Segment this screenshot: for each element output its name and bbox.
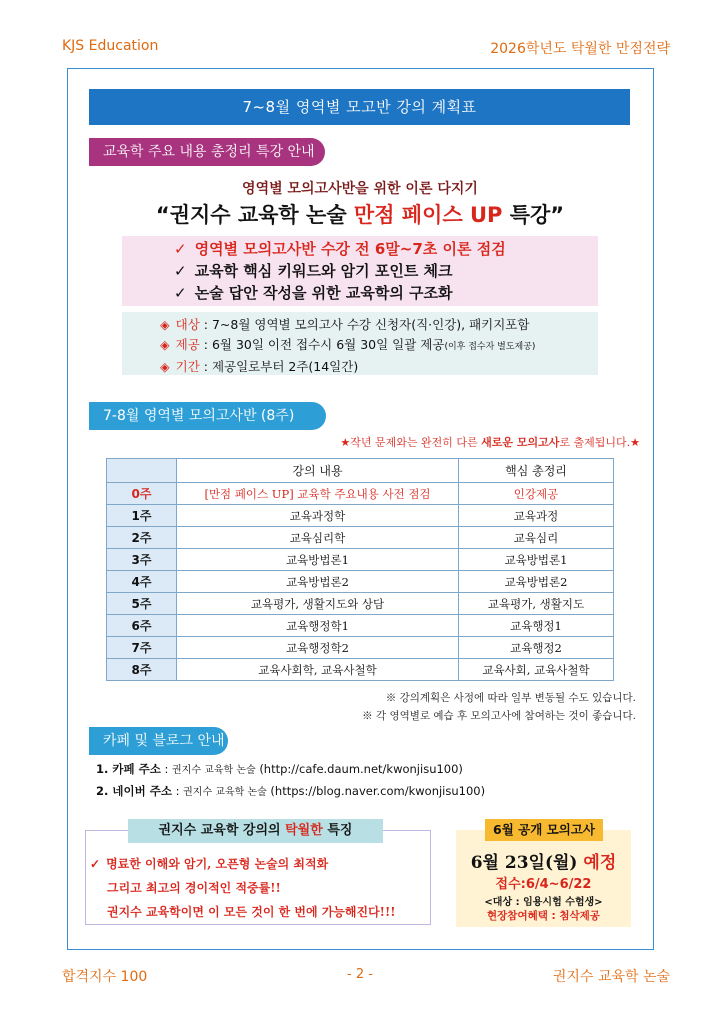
schedule-table <box>106 458 614 681</box>
checklist-item: ✓ 논술 답안 작성을 위한 교육학의 구조화 <box>174 284 453 302</box>
feature-line: 그리고 최고의 경이적인 적중률!! <box>107 881 281 895</box>
exam-period: 접수:6/4~6/22 <box>495 877 592 892</box>
schedule-note: ※ 강의계획은 사정에 따라 일부 변동될 수도 있습니다. <box>385 692 636 704</box>
page-number: - 2 - <box>347 967 373 982</box>
table-header-row <box>107 459 614 483</box>
checklist-item: ✓ 영역별 모의고사반 수강 전 6말~7초 이론 점검 <box>174 240 506 258</box>
heading-pre: “권지수 교육학 논술 <box>155 203 354 227</box>
header-tagline: 2026학년도 탁월한 만점전략 <box>490 41 670 57</box>
table-row: 3주 교육방법론1 교육방법론1 <box>107 549 614 571</box>
table-row: 1주 교육과정학 교육과정 <box>107 505 614 527</box>
blog-link[interactable]: (https://blog.naver.com/kwonjisu100) <box>270 784 486 798</box>
exam-target: <대상 : 임용시험 수험생> <box>484 897 603 908</box>
footer-right: 권지수 교육학 논술 <box>552 969 670 985</box>
feature-line: ✓ 명료한 이해와 암기, 오픈형 논술의 최적화 <box>90 857 329 871</box>
lecture-heading <box>0 199 720 229</box>
table-header: 핵심 총정리 <box>459 459 614 483</box>
heading-highlight: 만점 페이스 UP <box>353 203 503 227</box>
diamond-icon: ◈ <box>160 317 170 332</box>
cafe-blog-list <box>96 759 485 803</box>
table-row: 0주 [만점 페이스 UP] 교육학 주요내용 사전 점검 인강제공 <box>107 483 614 505</box>
table-header: 강의 내용 <box>177 459 459 483</box>
header-brand: KJS Education <box>62 38 159 54</box>
section-label-mock-exam: 7-8월 영역별 모의고사반 (8주) <box>89 402 326 430</box>
info-row-target: ◈ 대상 : 7~8월 영역별 모의고사 수강 신청자(직·인강), 패키지포함 <box>160 317 530 332</box>
exam-tab: 6월 공개 모의고사 <box>485 819 603 841</box>
lecture-subheading: 영역별 모의고사반을 위한 이론 다지기 <box>242 181 478 197</box>
features-tab: 권지수 교육학 강의의 탁월한 특징 <box>128 819 383 843</box>
table-row: 8주 교육사회학, 교육사철학 교육사회, 교육사철학 <box>107 659 614 681</box>
info-row-provide: ◈ 제공 : 6월 30일 이전 접수시 6월 30일 일괄 제공(이후 접수자 별도제공) <box>160 337 536 352</box>
check-icon: ✓ <box>90 857 101 871</box>
table-row: 2주 교육심리학 교육심리 <box>107 527 614 549</box>
info-row-period: ◈ 기간 : 제공일로부터 2주(14일간) <box>160 359 359 374</box>
table-row: 4주 교육방법론2 교육방법론2 <box>107 571 614 593</box>
cafe-link[interactable]: (http://cafe.daum.net/kwonjisu100) <box>259 762 463 776</box>
footer-left: 합격지수 100 <box>62 969 148 985</box>
section-label-lecture: 교육학 주요 내용 총정리 특강 안내 <box>89 138 325 166</box>
check-icon: ✓ <box>174 284 187 302</box>
checklist-item: ✓ 교육학 핵심 키워드와 암기 포인트 체크 <box>174 262 453 280</box>
heading-post: 특강” <box>502 203 565 227</box>
feature-line: 권지수 교육학이면 이 모든 것이 한 번에 가능해진다!!! <box>107 905 396 919</box>
check-icon: ✓ <box>174 240 187 258</box>
table-row: 7주 교육행정학2 교육행정2 <box>107 637 614 659</box>
diamond-icon: ◈ <box>160 337 170 352</box>
table-header <box>107 459 177 483</box>
check-icon: ✓ <box>174 262 187 280</box>
page-title: 7~8월 영역별 모고반 강의 계획표 <box>89 89 630 125</box>
features-text <box>90 852 395 924</box>
schedule-note: ※ 각 영역별로 예습 후 모의고사에 참여하는 것이 좋습니다. <box>362 710 636 722</box>
exam-benefit: 현장참여혜택 : 첨삭제공 <box>487 910 600 922</box>
diamond-icon: ◈ <box>160 359 170 374</box>
list-item: 1. 카페 주소 : 권지수 교육학 논술 (http://cafe.daum.net/kwonjisu100) <box>96 762 463 776</box>
list-item: 2. 네이버 주소 : 권지수 교육학 논술 (https://blog.naver.com/kwonjisu100) <box>96 784 486 798</box>
exam-date: 6월 23일(월) 예정 <box>470 853 617 873</box>
new-exam-notice: ★작년 문제와는 완전히 다른 새로운 모의고사로 출제됩니다.★ <box>340 436 640 449</box>
table-row: 5주 교육평가, 생활지도와 상담 교육평가, 생활지도 <box>107 593 614 615</box>
lecture-checklist <box>122 236 598 306</box>
section-label-cafe: 카페 및 블로그 안내 <box>89 727 228 755</box>
table-row: 6주 교육행정학1 교육행정1 <box>107 615 614 637</box>
lecture-info <box>122 312 598 375</box>
